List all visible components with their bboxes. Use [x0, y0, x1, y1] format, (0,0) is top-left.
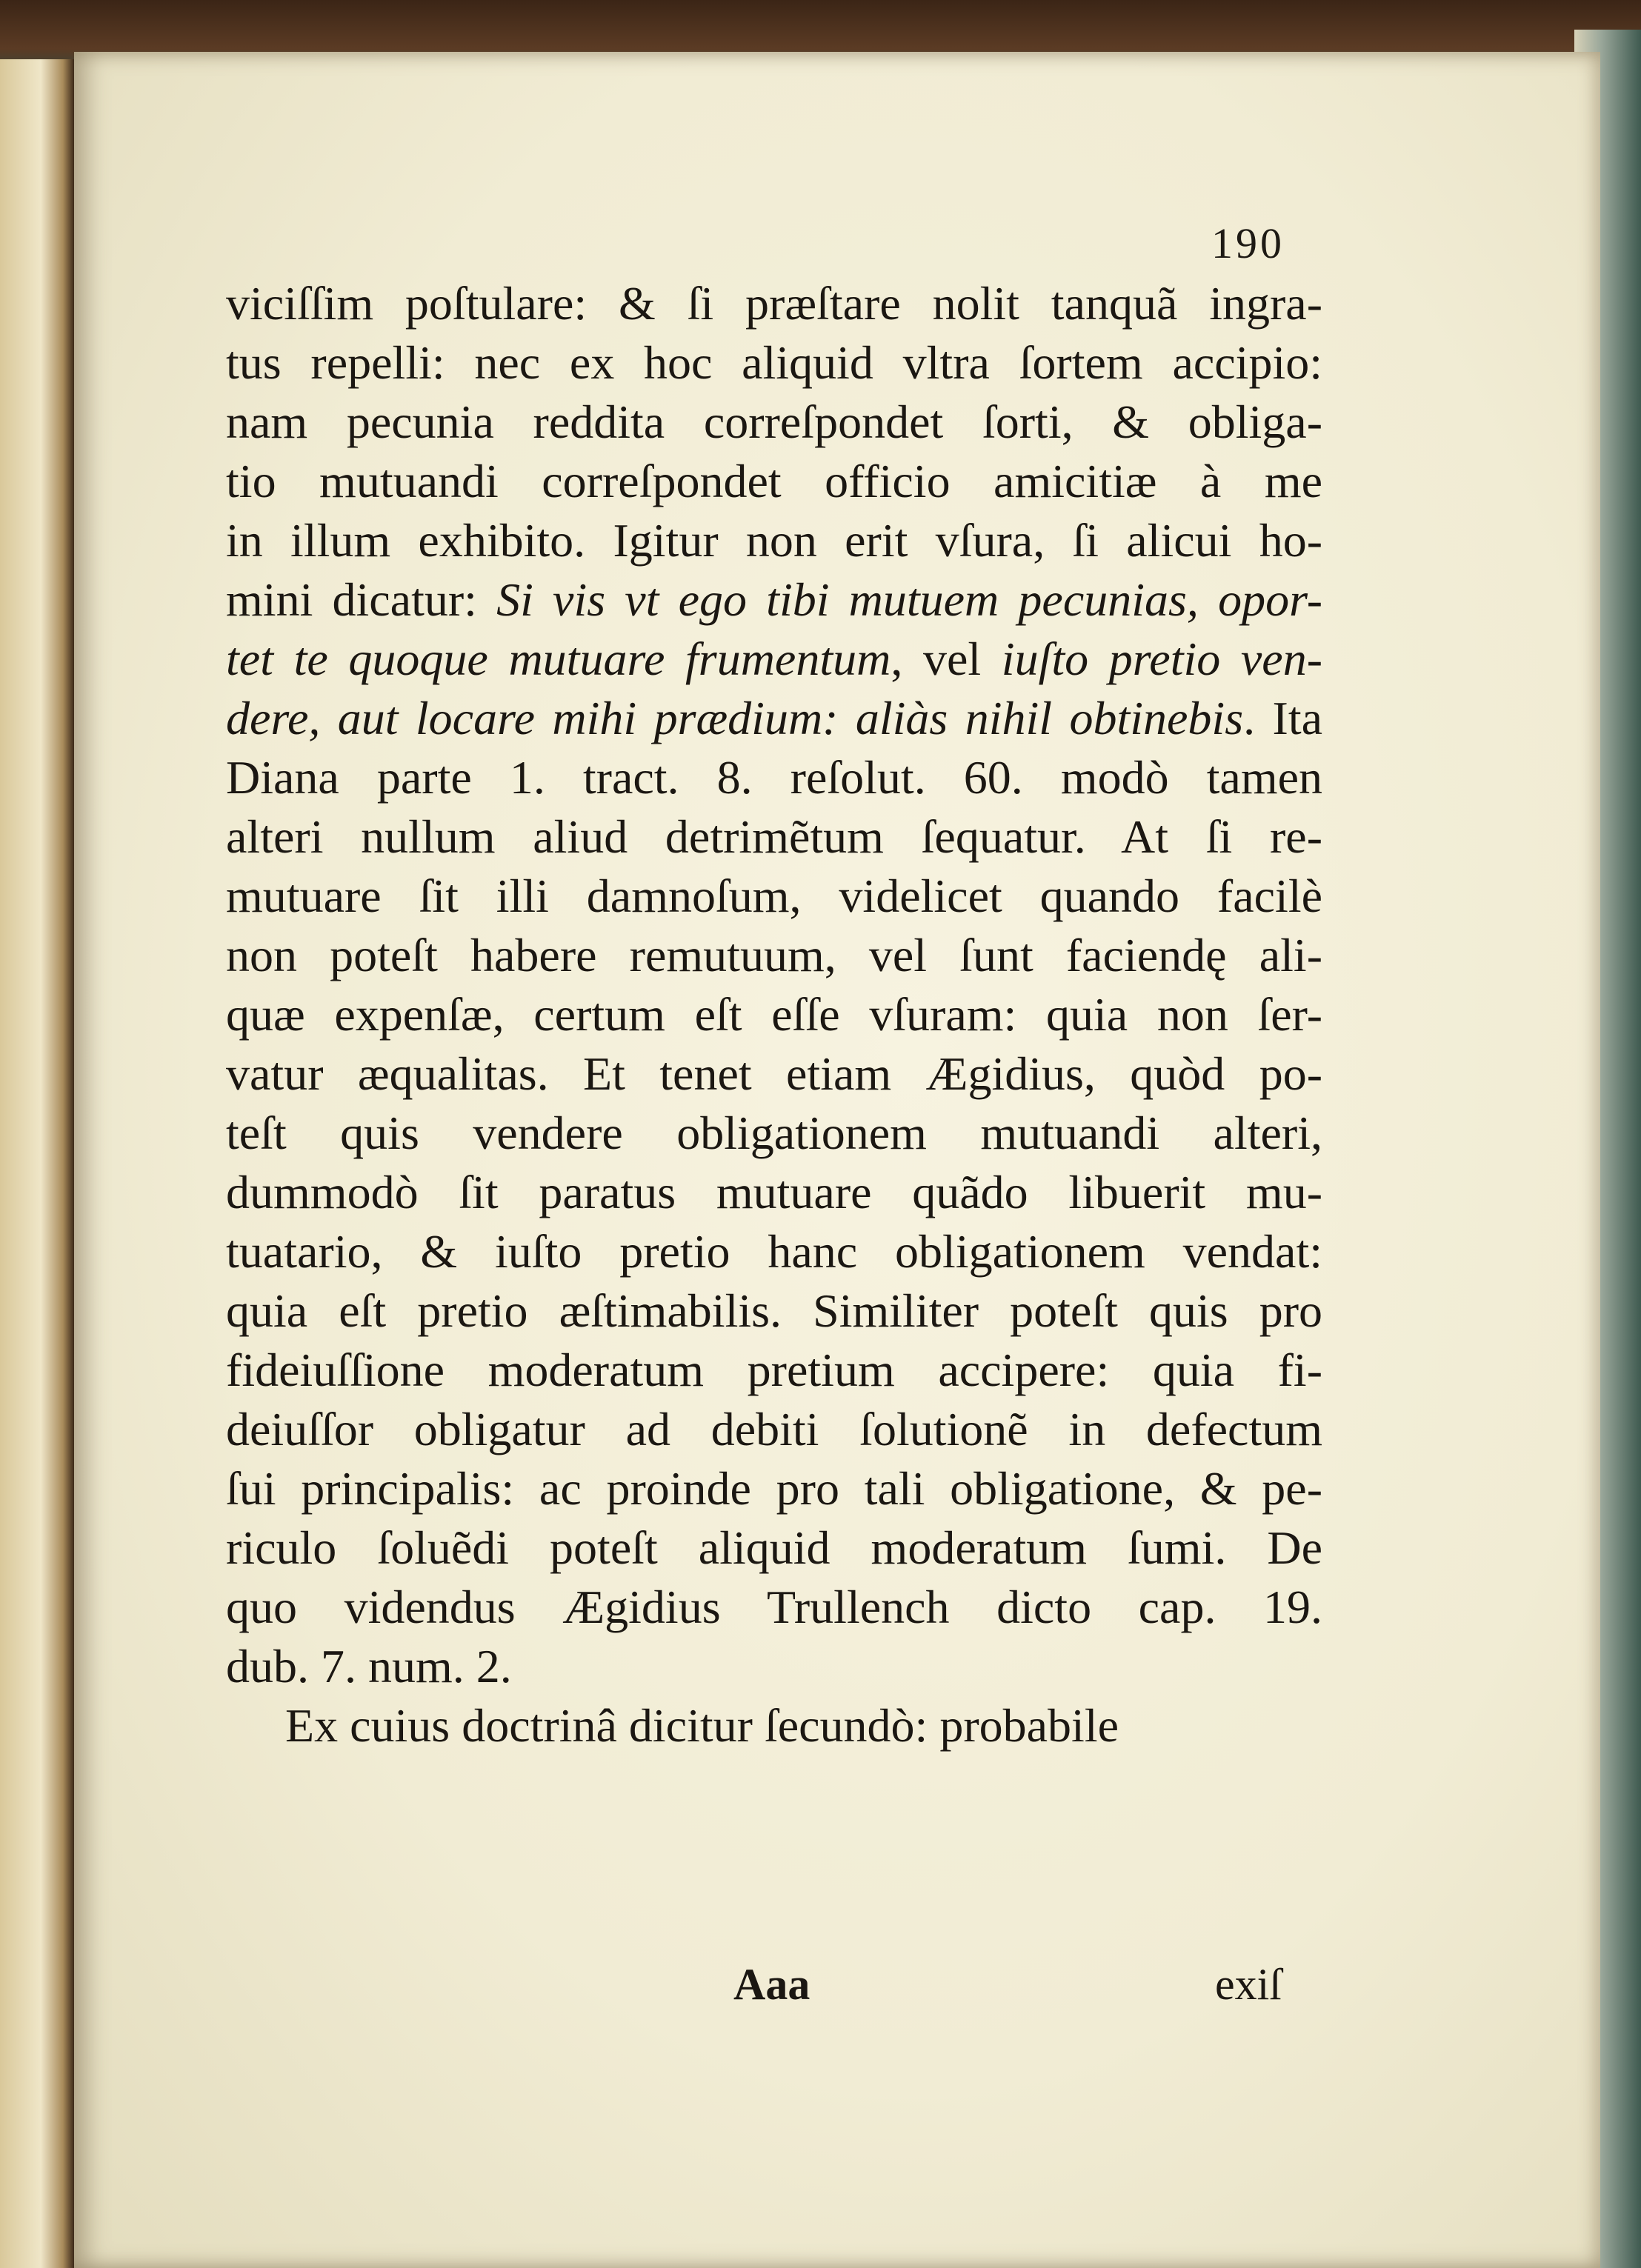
text-segment: tus repelli: nec ex hoc aliquid vltra ſortem accipio: [226, 336, 1322, 389]
text-segment: vatur æqualitas. Et tenet etiam Ægidius, quòd po- [226, 1047, 1322, 1100]
text-line [226, 511, 1322, 570]
italic-text: iuſto pretio ven- [1001, 633, 1322, 685]
text-line [226, 1044, 1322, 1104]
text-line [226, 1459, 1322, 1518]
text-line [226, 807, 1322, 867]
text-line [226, 333, 1322, 393]
text-segment: . Ita [1243, 692, 1322, 744]
text-line [226, 1104, 1322, 1163]
text-segment: non poteſt habere remutuum, vel ſunt faciendę ali- [226, 929, 1322, 981]
text-segment: tio mutuandi correſpondet officio amicitiæ à me [226, 455, 1322, 507]
text-segment: nam pecunia reddita correſpondet ſorti, & obliga- [226, 396, 1322, 448]
text-line [226, 1578, 1322, 1637]
text-segment: tuatario, & iuſto pretio hanc obligationem vendat: [226, 1225, 1322, 1278]
facing-page-edge [0, 59, 74, 2268]
text-segment: alteri nullum aliud detrimẽtum ſequatur. At ſi re- [226, 810, 1322, 863]
text-segment: teſt quis vendere obligationem mutuandi alteri, [226, 1107, 1322, 1159]
text-segment: quo videndus Ægidius Trullench dicto cap. 19. [226, 1581, 1322, 1633]
text-line [226, 748, 1322, 807]
body-text [226, 274, 1322, 1755]
text-line [226, 926, 1322, 985]
text-segment: mini dicatur: [226, 573, 497, 626]
text-line [226, 1222, 1322, 1281]
text-segment: dub. 7. num. 2. [226, 1640, 512, 1692]
text-segment: in illum exhibito. Igitur non erit vſura, ſi alicui ho- [226, 514, 1322, 567]
text-line [226, 1281, 1322, 1341]
text-segment: fideiuſſione moderatum pretium accipere: quia fi- [226, 1344, 1322, 1396]
text-segment: ſui principalis: ac proinde pro tali obligatione, & pe- [226, 1462, 1322, 1515]
italic-text: tet te quoque mutuare frumentum [226, 633, 891, 685]
text-line [226, 630, 1322, 689]
text-line [226, 1696, 1322, 1755]
catchword: exiſ [1215, 1960, 1282, 2009]
text-line [226, 452, 1322, 511]
text-segment: deiuſſor obligatur ad debiti ſolutionẽ in defectum [226, 1403, 1322, 1455]
text-line [226, 570, 1322, 630]
text-line [226, 393, 1322, 452]
text-segment: quæ expenſæ, certum eſt eſſe vſuram: quia non ſer- [226, 988, 1322, 1041]
text-segment: dummodò ſit paratus mutuare quãdo libuerit mu- [226, 1166, 1322, 1218]
text-line [226, 1163, 1322, 1222]
italic-text: Si vis vt ego tibi mutuem pecunias, opor- [496, 573, 1322, 626]
italic-text: dere, aut locare mihi prædium: aliàs nihil obtinebis [226, 692, 1244, 744]
text-line [226, 867, 1322, 926]
text-line [226, 1637, 1322, 1696]
page-number: 190 [1211, 219, 1285, 267]
text-segment: quia eſt pretio æſtimabilis. Similiter poteſt quis pro [226, 1284, 1322, 1337]
text-line [226, 1341, 1322, 1400]
text-line [226, 1518, 1322, 1578]
text-segment: Diana parte 1. tract. 8. reſolut. 60. modò tamen [226, 751, 1322, 804]
text-line [226, 985, 1322, 1044]
signature-mark: Aaa [733, 1960, 810, 2009]
book-page [74, 52, 1600, 2268]
text-segment: , vel [891, 633, 1002, 685]
text-segment: riculo ſoluẽdi poteſt aliquid moderatum ſumi. De [226, 1521, 1322, 1574]
text-segment: viciſſim poſtulare: & ſi præſtare nolit tanquã ingra- [226, 277, 1322, 330]
text-line [226, 1400, 1322, 1459]
text-line [226, 689, 1322, 748]
text-segment: Ex cuius doctrinâ dicitur ſecundò: probabile [285, 1699, 1119, 1752]
text-segment: mutuare ſit illi damnoſum, videlicet quando facilè [226, 870, 1322, 922]
text-line [226, 274, 1322, 333]
